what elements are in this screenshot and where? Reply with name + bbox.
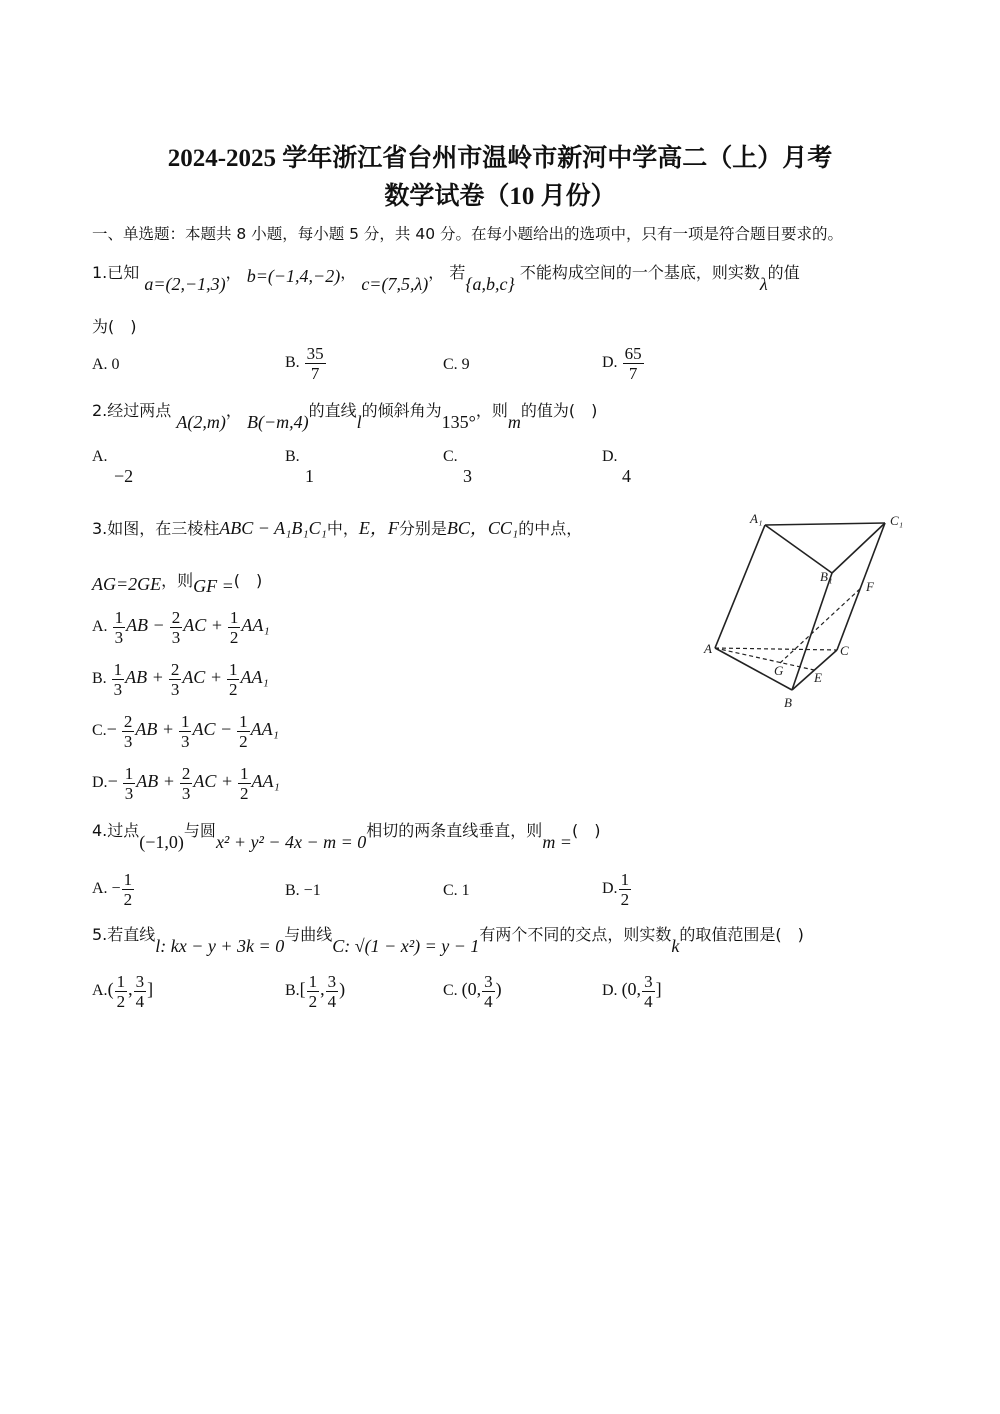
q2-option-b-label: B. (285, 448, 300, 465)
q1-option-b[interactable] (285, 344, 327, 383)
q3-option-a-frac3: $\frac{1}{2}$ (229, 608, 239, 647)
label-F: F (866, 579, 874, 594)
q2-mid: 的直线 (308, 401, 357, 420)
q2-point-a: A(2,m) (176, 412, 226, 432)
q3-ag-eq: AG=2GE (92, 574, 162, 594)
q5-option-a[interactable]: A.( $\frac{1}{2}$ , $\frac{3}{4}$ ] (92, 972, 154, 1011)
q2-point-b: B(−m,4) (246, 412, 309, 432)
q2-line-l: l (356, 412, 362, 432)
q1-vector-b: b=(−1,4,−2) (246, 266, 341, 286)
q3-option-d-term2: AC + (193, 771, 234, 792)
q5-option-d-open: (0, (621, 979, 642, 1000)
q1-option-c[interactable]: C. 9 (443, 356, 470, 373)
q2-option-d-label: D. (602, 448, 618, 465)
q5-option-a-frac2: $\frac{3}{4}$ (135, 972, 145, 1011)
q5-option-c-frac: $\frac{3}{4}$ (484, 972, 493, 1011)
question-2: 2.经过两点 A(2,m)， B(−m,4)的直线l的倾斜角为135°，则m的值为( ) (92, 401, 598, 432)
q1-vector-c: c=(7,5,λ) (361, 274, 429, 294)
q4-mid: 与圆 (183, 821, 216, 840)
question-1: 1.已知 a=(2,−1,3)， b=(−1,4,−2)， c=(7,5,λ)， 若{a,b,c} 不能构成空间的一个基底，则实数λ的值 (92, 263, 800, 294)
q3-gf: GF = (193, 576, 234, 596)
q5-option-a-frac1: $\frac{1}{2}$ (116, 972, 126, 1011)
question-5 (92, 922, 804, 956)
question-1-line2: 为( ) (92, 317, 137, 336)
q5-option-b-frac2: $\frac{3}{4}$ (327, 972, 337, 1011)
q4-option-a-label: A. − (92, 880, 121, 898)
q3-option-c-term2: AC − (192, 719, 233, 740)
q3-option-a-term2: AC + (183, 615, 223, 636)
q4-option-a[interactable] (92, 870, 135, 909)
q3-ef: E，F (358, 518, 399, 538)
q3-option-c-label: C. (92, 722, 107, 740)
q1-lambda: λ (759, 274, 768, 294)
q3-prefix: 3.如图，在三棱柱 (92, 519, 220, 538)
q3-tail: 的中点， (518, 519, 583, 538)
q1-option-b-fraction: $\frac{35}{7}$ (306, 344, 324, 383)
q3-mid: 中， (326, 519, 359, 538)
q5-option-a-label: A. (92, 982, 108, 1000)
q3-option-c-frac2: $\frac{1}{3}$ (180, 712, 190, 751)
q2-option-c-value: 3 (463, 466, 472, 486)
q5-option-a-close: ] (147, 979, 154, 1000)
q3-option-b-frac2: $\frac{2}{3}$ (170, 660, 180, 699)
q3-option-c[interactable] (92, 712, 279, 751)
q3-option-a[interactable] (92, 608, 270, 647)
section-header: 一、单选题：本题共 8 小题，每小题 5 分，共 40 分。在每小题给出的选项中，只有一项是符合题目要求的。 (92, 225, 844, 243)
q4-option-c[interactable]: C. 1 (443, 882, 470, 899)
q5-option-b-frac1: $\frac{1}{2}$ (308, 972, 318, 1011)
q3-option-c-sign: − (106, 719, 117, 740)
q5-l: l (155, 936, 161, 956)
q5-option-d-frac: $\frac{3}{4}$ (644, 972, 653, 1011)
q2-option-b[interactable] (285, 448, 314, 487)
q5-tail2: 的取值范围是( ) (679, 925, 804, 944)
q5-curve: : √(1 − x²) = y − 1 (344, 936, 480, 956)
q1-option-d-fraction: $\frac{65}{7}$ (624, 344, 642, 383)
q2-option-a-label: A. (92, 448, 108, 465)
q5-option-b-label: B. (285, 982, 300, 1000)
q3-option-d[interactable] (92, 764, 280, 803)
q1-prefix: 1.已知 (92, 263, 140, 282)
q1-option-d[interactable] (602, 344, 645, 383)
label-G: G (774, 663, 784, 678)
q3-option-a-frac2: $\frac{2}{3}$ (171, 608, 181, 647)
label-C: C (840, 643, 849, 658)
label-C1: C₁ (890, 513, 904, 528)
q5-option-c[interactable] (443, 972, 502, 1011)
q2-m: m (507, 412, 521, 432)
q3-option-c-term1: AB + (135, 719, 174, 740)
q3-option-c-frac3: $\frac{1}{2}$ (239, 712, 248, 751)
q1-tail: 不能构成空间的一个基底，则实数 (519, 263, 760, 282)
q3-option-d-frac2: $\frac{2}{3}$ (181, 764, 191, 803)
q1-option-d-label: D. (602, 354, 618, 372)
q4-circle: x² + y² − 4x − m = 0 (215, 832, 367, 852)
q4-m: m = (542, 832, 572, 852)
q3-option-b-term3: AA₁ (240, 667, 269, 688)
q3-option-b-term2: AC + (182, 667, 222, 688)
q3-option-a-term3: AA₁ (241, 615, 270, 636)
q4-paren: ( ) (571, 821, 601, 840)
q2-option-c[interactable] (443, 448, 472, 487)
q1-set: {a,b,c} (465, 274, 515, 294)
q5-mid: 与曲线 (284, 925, 333, 944)
q5-option-b-open: [ (299, 979, 306, 1000)
q5-tail: 有两个不同的交点，则实数 (479, 925, 672, 944)
q3-option-d-term1: AB + (136, 771, 175, 792)
page-subtitle: 数学试卷（10 月份） (384, 183, 616, 210)
q2-angle: 135° (441, 412, 476, 432)
q3-bc: BC，CC₁ (446, 518, 519, 538)
q5-option-c-close: ) (495, 979, 502, 1000)
q2-tail: 的值为( ) (520, 401, 598, 420)
q3-option-c-term3: AA₁ (250, 719, 279, 740)
q1-vector-a: a=(2,−1,3) (144, 274, 226, 294)
q3-prism: ABC − A₁B₁C₁ (219, 518, 327, 538)
q3-option-b[interactable] (92, 660, 269, 699)
q4-option-a-fraction: $\frac{1}{2}$ (123, 870, 133, 909)
q1-option-a[interactable]: A. 0 (92, 356, 120, 373)
label-A1: A₁ (750, 511, 763, 526)
q5-line-eq: : kx − y + 3k = 0 (160, 936, 285, 956)
q1-tail2: 的值 (767, 263, 800, 282)
q5-c: C (332, 936, 345, 956)
question-4 (92, 818, 601, 852)
label-A: A (704, 641, 712, 656)
q4-option-d-fraction: $\frac{1}{2}$ (620, 870, 630, 909)
q3-option-b-frac1: $\frac{1}{3}$ (113, 660, 123, 699)
q5-option-d-close: ] (655, 979, 662, 1000)
q3-option-a-label: A. (92, 618, 108, 636)
q4-option-d-label: D. (602, 880, 618, 898)
q3-option-c-frac1: $\frac{2}{3}$ (123, 712, 133, 751)
q5-option-b-close: ) (339, 979, 346, 1000)
q3-option-d-sign: − (107, 771, 118, 792)
q5-option-a-open: ( (107, 979, 114, 1000)
q3-option-a-term1: AB − (126, 615, 165, 636)
q5-option-d[interactable] (602, 972, 662, 1011)
q3-line2-mid: ，则 (161, 571, 194, 590)
label-B1: B₁ (820, 569, 833, 584)
q1-cond: 若 (449, 263, 466, 282)
question-3-line2 (92, 568, 263, 596)
q5-option-c-open: (0, (461, 979, 482, 1000)
q4-option-d[interactable] (602, 870, 632, 909)
q2-mid2: 的倾斜角为 (361, 401, 442, 420)
q2-option-a[interactable] (92, 448, 133, 487)
q5-option-d-label: D. (602, 982, 618, 1000)
q3-option-a-frac1: $\frac{1}{3}$ (114, 608, 124, 647)
q2-mid3: ，则 (475, 401, 508, 420)
q2-option-d[interactable] (602, 448, 631, 487)
q5-k: k (671, 936, 680, 956)
q1-option-b-label: B. (285, 354, 300, 372)
q4-prefix: 4.过点 (92, 821, 140, 840)
q3-mid2: 分别是 (398, 519, 447, 538)
q3-option-b-term1: AB + (125, 667, 164, 688)
q3-option-d-frac1: $\frac{1}{3}$ (124, 764, 134, 803)
q3-option-d-frac3: $\frac{1}{2}$ (240, 764, 249, 803)
q4-tail: 相切的两条直线垂直，则 (366, 821, 543, 840)
q5-prefix: 5.若直线 (92, 925, 156, 944)
q2-prefix: 2.经过两点 (92, 401, 172, 420)
q3-option-d-term3: AA₁ (251, 771, 280, 792)
q4-point: (−1,0) (139, 832, 184, 852)
label-B: B (784, 695, 792, 710)
page-title: 2024-2025 学年浙江省台州市温岭市新河中学高二（上）月考 (167, 145, 833, 172)
question-3 (92, 514, 582, 540)
label-E: E (814, 670, 822, 685)
q2-option-d-value: 4 (622, 466, 631, 486)
q3-option-b-frac3: $\frac{1}{2}$ (228, 660, 238, 699)
prism-figure (700, 505, 930, 715)
q2-option-a-value: −2 (114, 466, 134, 486)
q4-option-b[interactable]: B. −1 (285, 882, 321, 899)
q2-option-c-label: C. (443, 448, 458, 465)
q3-option-d-label: D. (92, 774, 108, 792)
q5-option-b[interactable]: B.[ $\frac{1}{2}$ , $\frac{3}{4}$ ) (285, 972, 346, 1011)
q3-line2-tail: ( ) (233, 571, 263, 590)
q2-option-b-value: 1 (305, 466, 314, 486)
q5-option-c-label: C. (443, 982, 458, 1000)
q3-option-b-label: B. (92, 670, 107, 688)
